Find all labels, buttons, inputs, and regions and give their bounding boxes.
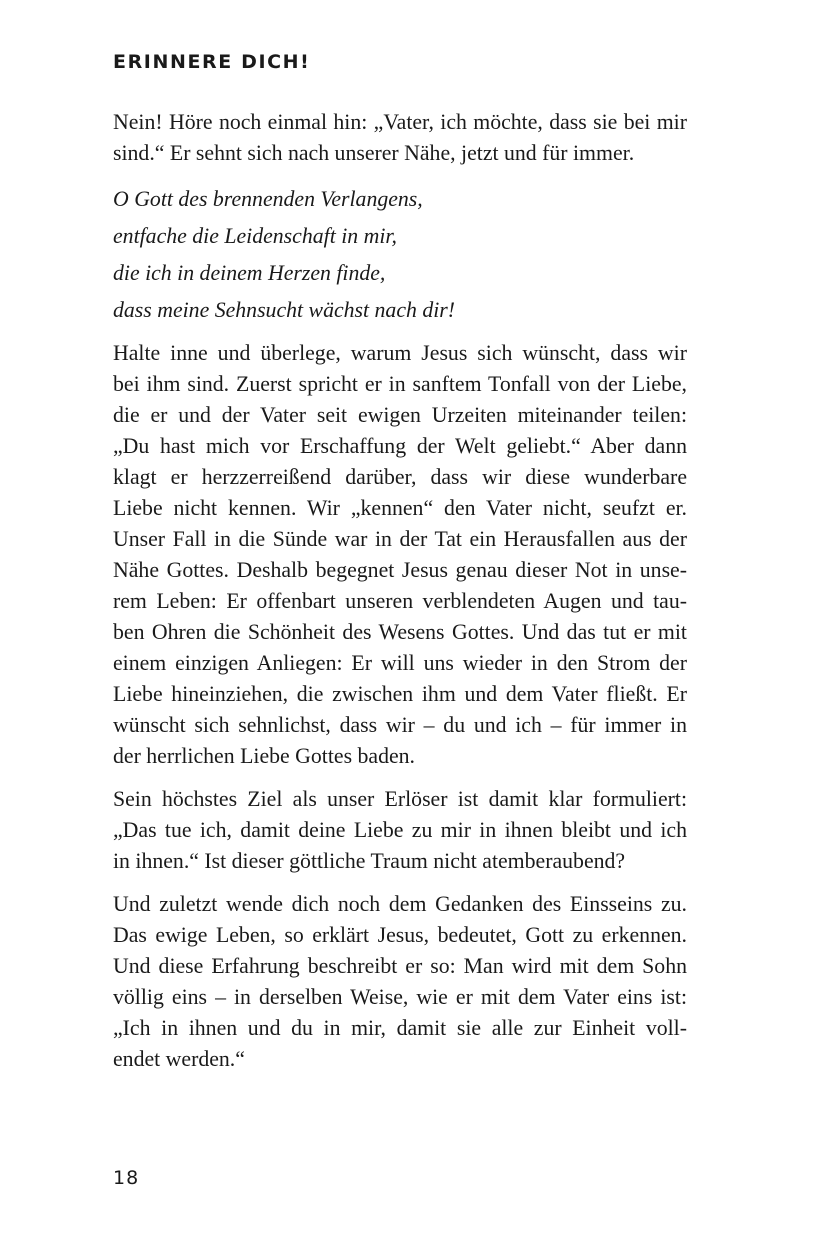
- text-line: „Du hast mich vor Erschaffung der Welt geliebt.“ Aber dann: [113, 434, 687, 458]
- text-line: die er und der Vater seit ewigen Urzeiten miteinander teilen:: [113, 403, 687, 427]
- text-line: wünscht sich sehnlichst, dass wir – du und ich – für immer in: [113, 713, 687, 737]
- paragraph-1: [113, 107, 687, 169]
- text-line: rem Leben: Er offenbart unseren verblendeten Augen und tau-: [113, 589, 687, 613]
- poem-line: O Gott des brennenden Verlangens,: [113, 187, 423, 211]
- poem-line: entfache die Leidenschaft in mir,: [113, 224, 397, 248]
- chapter-heading: ERINNERE DICH!: [113, 51, 311, 73]
- paragraph-3: [113, 784, 687, 877]
- text-line: ben Ohren die Schönheit des Wesens Gottes. Und das tut er mit: [113, 620, 687, 644]
- text-line: bei ihm sind. Zuerst spricht er in sanftem Tonfall von der Liebe,: [113, 372, 687, 396]
- text-line: in ihnen.“ Ist dieser göttliche Traum nicht atemberaubend?: [113, 849, 626, 873]
- text-line: Das ewige Leben, so erklärt Jesus, bedeutet, Gott zu erkennen.: [113, 923, 687, 947]
- text-line: Und diese Erfahrung beschreibt er so: Man wird mit dem Sohn: [113, 954, 687, 978]
- text-line: Und zuletzt wende dich noch dem Gedanken des Einsseins zu.: [113, 892, 687, 916]
- text-line: „Das tue ich, damit deine Liebe zu mir in ihnen bleibt und ich: [113, 818, 687, 842]
- text-line: Halte inne und überlege, warum Jesus sich wünscht, dass wir: [113, 341, 687, 365]
- text-line: Liebe nicht kennen. Wir „kennen“ den Vater nicht, seufzt er.: [113, 496, 687, 520]
- page-number: 18: [113, 1167, 140, 1189]
- paragraph-4: [113, 889, 687, 1075]
- text-line: „Ich in ihnen und du in mir, damit sie alle zur Einheit voll-: [113, 1016, 687, 1040]
- text-line: klagt er herzzerreißend darüber, dass wir diese wunderbare: [113, 465, 687, 489]
- text-line: völlig eins – in derselben Weise, wie er mit dem Vater eins ist:: [113, 985, 687, 1009]
- text-line: Nein! Höre noch einmal hin: „Vater, ich möchte, dass sie bei mir: [113, 110, 687, 134]
- text-line: Unser Fall in die Sünde war in der Tat ein Herausfallen aus der: [113, 527, 687, 551]
- poem-line: dass meine Sehnsucht wächst nach dir!: [113, 298, 456, 322]
- text-line: Liebe hineinziehen, die zwischen ihm und dem Vater fließt. Er: [113, 682, 687, 706]
- text-line: Sein höchstes Ziel als unser Erlöser ist damit klar formuliert:: [113, 787, 687, 811]
- page-body: [113, 107, 687, 1087]
- text-line: sind.“ Er sehnt sich nach unserer Nähe, jetzt und für immer.: [113, 141, 635, 165]
- prayer-poem: [113, 181, 687, 329]
- text-line: der herrlichen Liebe Gottes baden.: [113, 744, 415, 768]
- text-line: Nähe Gottes. Deshalb begegnet Jesus genau dieser Not in unse-: [113, 558, 687, 582]
- text-line: endet werden.“: [113, 1047, 245, 1071]
- paragraph-2: [113, 338, 687, 772]
- text-line: einem einzigen Anliegen: Er will uns wieder in den Strom der: [113, 651, 687, 675]
- poem-line: die ich in deinem Herzen finde,: [113, 261, 386, 285]
